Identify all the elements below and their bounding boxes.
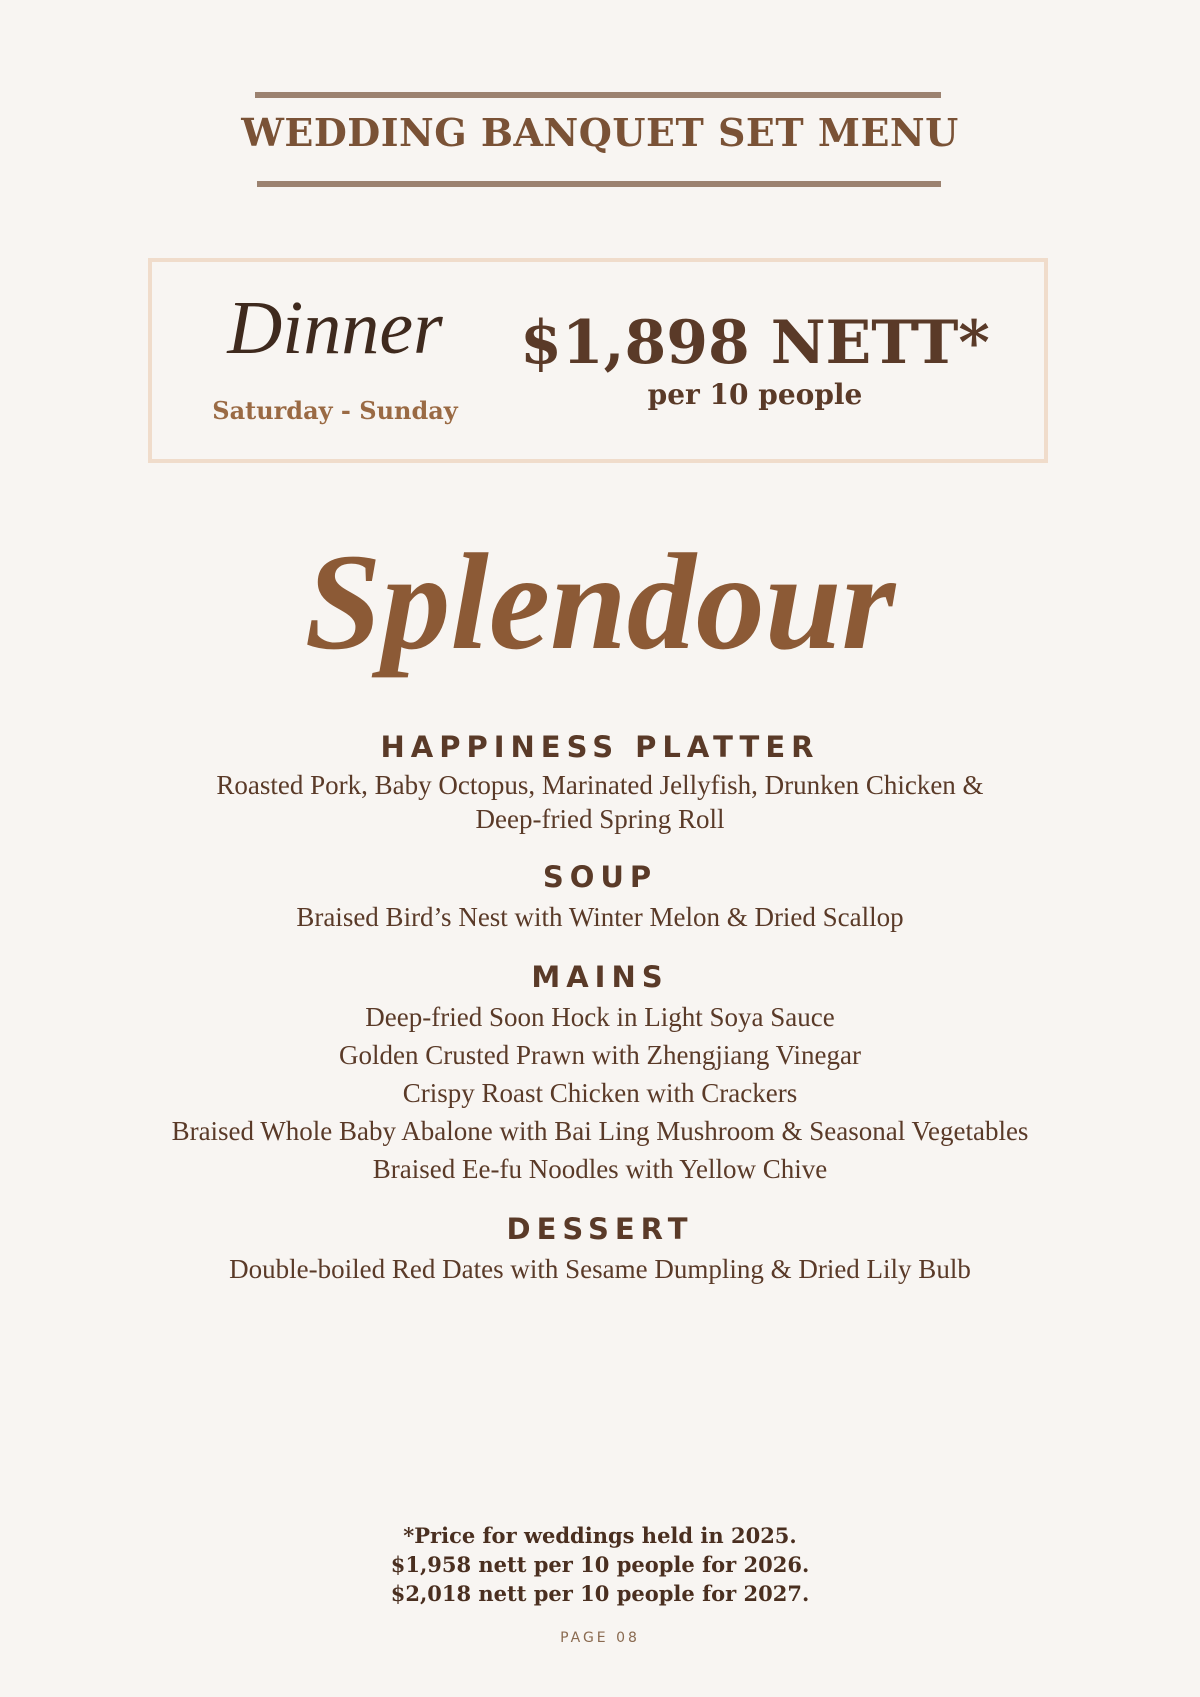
price-label: $1,898 NETT* [520,308,990,378]
menu-item: Roasted Pork, Baby Octopus, Marinated Jellyfish, Drunken Chicken & Deep-fried Spring Roll [216,770,984,834]
meal-label: Dinner [227,286,443,370]
menu-item: Deep-fried Soon Hock in Light Soya Sauce [365,1002,835,1032]
price-footnote [0,1521,1200,1608]
days-label: Saturday - Sunday [212,396,458,425]
menu-item: Braised Ee-fu Noodles with Yellow Chive [372,1154,828,1184]
footnote-line: $2,018 nett per 10 people for 2027. [390,1581,810,1606]
page-number: PAGE 08 [560,1630,640,1646]
top-rule [255,92,941,98]
footnote-line: $1,958 nett per 10 people for 2026. [390,1552,810,1577]
menu-section-dessert [0,1212,1200,1288]
menu-list [0,730,1200,1312]
menu-item: Double-boiled Red Dates with Sesame Dumpling & Dried Lily Bulb [229,1254,971,1284]
section-title: DESSERT [506,1212,694,1246]
footnote-line: *Price for weddings held in 2025. [403,1523,797,1548]
menu-item: Braised Bird’s Nest with Winter Melon & Dried Scallop [296,902,904,932]
page-title: WEDDING BANQUET SET MENU [241,110,959,155]
menu-section-mains [0,960,1200,1188]
menu-section-soup [0,860,1200,936]
menu-item: Golden Crusted Prawn with Zhengjiang Vinegar [338,1040,862,1070]
menu-item: Braised Whole Baby Abalone with Bai Ling Mushroom & Seasonal Vegetables [171,1116,1029,1146]
section-title: MAINS [531,960,669,994]
menu-name: Splendour [304,525,896,678]
per-people-label: per 10 people [647,378,863,411]
menu-section-happiness-platter [0,730,1200,836]
section-title: HAPPINESS PLATTER [380,730,820,764]
section-title: SOUP [542,860,658,894]
menu-item: Crispy Roast Chicken with Crackers [402,1078,798,1108]
bottom-rule [257,181,941,187]
